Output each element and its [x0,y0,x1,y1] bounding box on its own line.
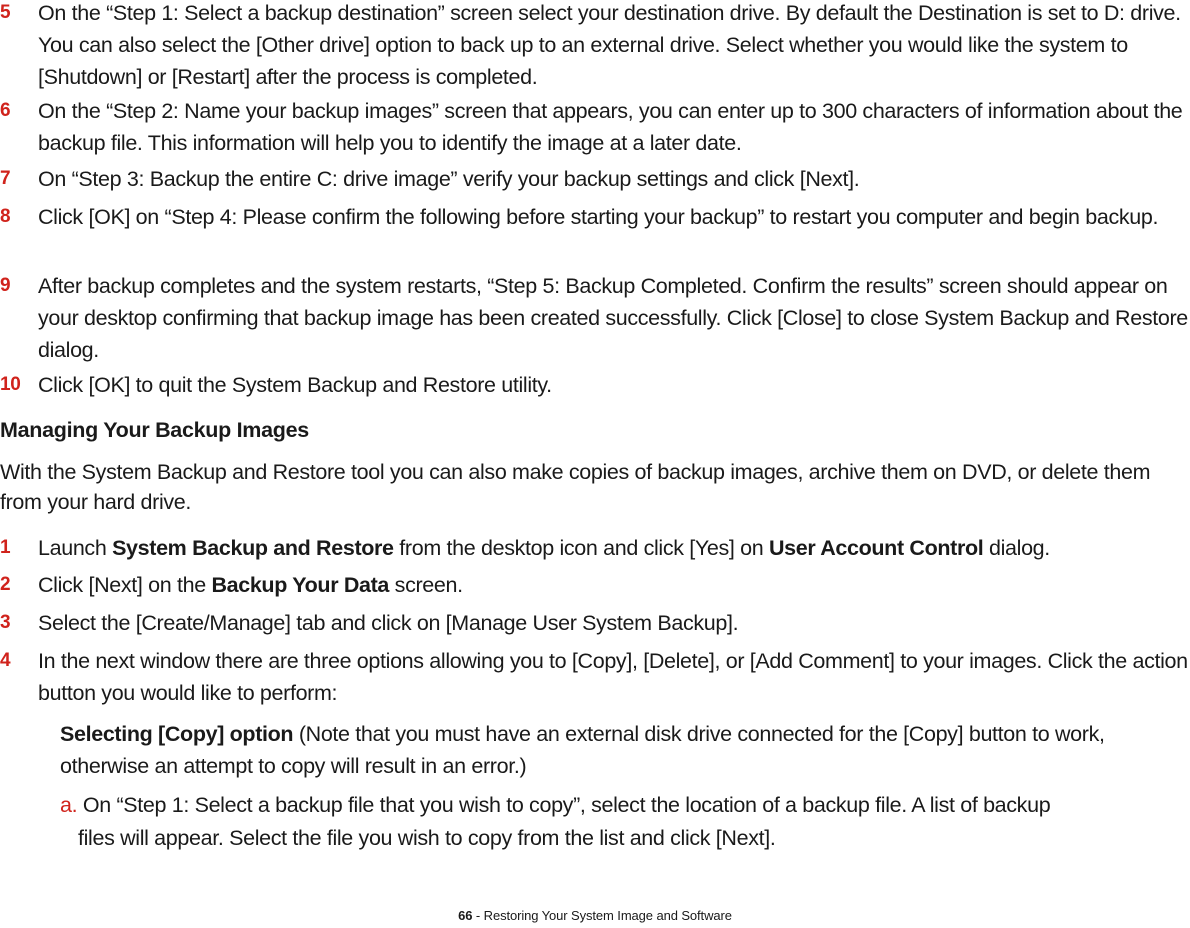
step-text: On “Step 3: Backup the entire C: drive image” verify your backup settings and click [Next]. [38,167,860,191]
step-number: 10 [0,374,21,395]
step-text: On the “Step 1: Select a backup destination” screen select your destination drive. By default the Destination is set to D: drive. You can also select the [Other drive] option to back up to an external drive. Select whether you would like the system to [Shutdown] or [Restart] after the process is completed. [38,1,1181,89]
step-2 [0,569,1190,601]
step-text: Click [Next] on the Backup Your Data screen. [38,573,463,597]
app-name: System Backup and Restore [112,536,394,560]
chapter-title: Restoring Your System Image and Software [483,908,732,923]
step-4 [0,645,1190,709]
step-number: 9 [0,275,11,296]
substep-a: a. On “Step 1: Select a backup file that you wish to copy”, select the location of a backup file. A list of backup files will appear. Select the file you wish to copy from the list and click [Next]. [60,793,1051,850]
dialog-name: User Account Control [768,536,984,560]
step-number: 3 [0,612,11,633]
screen-name: Backup Your Data [211,573,390,597]
step-text: After backup completes and the system restarts, “Step 5: Backup Completed. Confirm the results” screen should appear on your desktop confirming that backup image has been created successfully. Click [Close] to close System Backup and Restore dialog. [38,274,1188,362]
page-number: 66 [458,908,473,923]
step-number: 1 [0,537,11,558]
step-text: Select the [Create/Manage] tab and click on [Manage User System Backup]. [38,611,739,635]
section-heading: Managing Your Backup Images [0,418,309,442]
copy-option-paragraph: Selecting [Copy] option (Note that you must have an external disk drive connected for the [Copy] button to work, otherwise an attempt to copy will result in an error.) [60,722,1105,778]
step-number: 6 [0,100,11,121]
copy-option-title: Selecting [Copy] option [60,722,294,746]
step-10 [0,369,1190,401]
step-number: 4 [0,650,11,671]
step-text: In the next window there are three options allowing you to [Copy], [Delete], or [Add Comment] to your images. Click the action button you would like to perform: [38,649,1188,705]
step-6 [0,95,1190,159]
step-number: 7 [0,168,11,189]
step-number: 8 [0,206,11,227]
step-text: Click [OK] on “Step 4: Please confirm the following before starting your backup” to restart you computer and begin backup. [38,205,1159,229]
step-3 [0,607,1190,639]
step-text: On the “Step 2: Name your backup images” screen that appears, you can enter up to 300 characters of information about the backup file. This information will help you to identify the image at a later date. [38,99,1183,155]
step-number: 5 [0,2,11,23]
step-9 [0,270,1190,366]
step-text: Click [OK] to quit the System Backup and Restore utility. [38,373,552,397]
step-1 [0,532,1190,564]
step-number: 2 [0,574,11,595]
intro-paragraph: With the System Backup and Restore tool you can also make copies of backup images, archive them on DVD, or delete them from your hard drive. [0,460,1151,514]
step-5 [0,0,1190,93]
step-text: Launch System Backup and Restore from the desktop icon and click [Yes] on User Account Control dialog. [38,536,1050,560]
substep-letter: a. [60,793,78,817]
step-8 [0,201,1190,233]
step-7 [0,163,1190,195]
page-footer: 66 - Restoring Your System Image and Software [458,908,732,923]
